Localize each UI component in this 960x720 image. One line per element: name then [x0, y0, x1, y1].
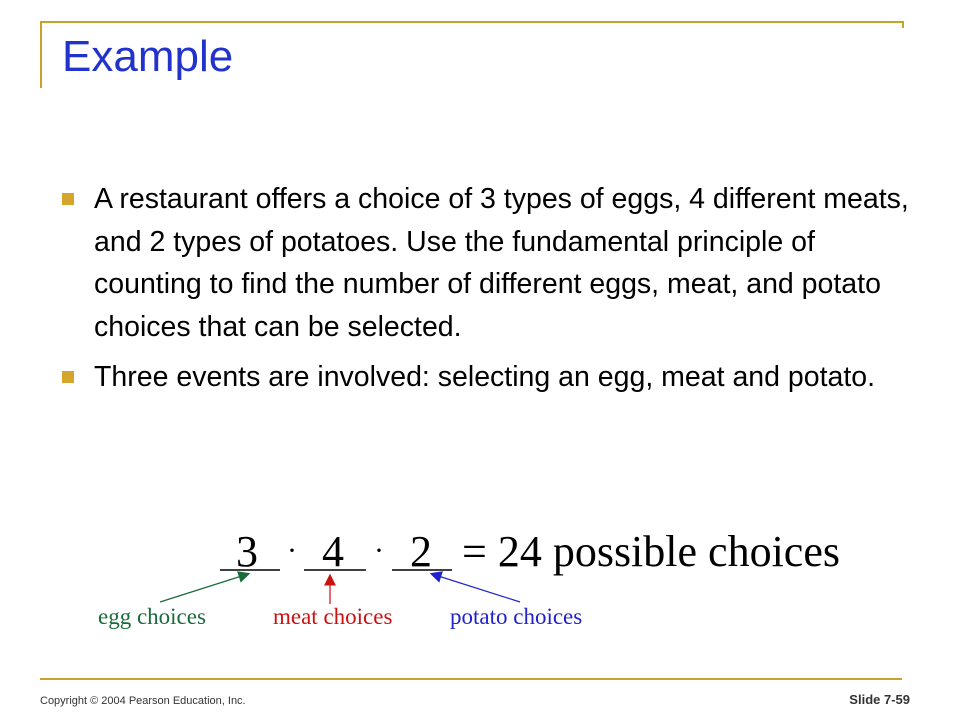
bullet-item-events — [62, 356, 922, 399]
right-border-tick — [902, 21, 904, 28]
slide-number: Slide 7-59 — [849, 692, 910, 707]
factor-eggs: 3 — [236, 527, 258, 576]
square-bullet-icon — [62, 193, 74, 205]
potato-choices-label: potato choices — [450, 604, 583, 629]
meat-choices-label: meat choices — [273, 604, 393, 629]
footer-divider — [40, 678, 902, 680]
left-border — [40, 21, 42, 88]
bullet-text: A restaurant offers a choice of 3 types of eggs, 4 different meats, and 2 types of potatoes. Use the fundamental principle of counting to find the number of different eggs, meat, and potato choices that can be selected. — [94, 183, 909, 343]
bullet-text: Three events are involved: selecting an egg, meat and potato. — [94, 361, 876, 393]
factor-potatoes: 2 — [410, 527, 432, 576]
factor-meats: 4 — [322, 527, 344, 576]
slide-title: Example — [62, 32, 234, 81]
bullet-item-problem — [62, 178, 922, 348]
potato-arrow-icon — [432, 574, 520, 602]
multiply-dot-2: · — [374, 534, 384, 567]
egg-choices-label: egg choices — [98, 604, 206, 629]
counting-equation — [0, 520, 960, 640]
bullet-list — [62, 178, 922, 407]
equation-result: = 24 possible choices — [462, 527, 840, 576]
egg-arrow-icon — [160, 574, 248, 602]
square-bullet-icon — [62, 371, 74, 383]
top-border — [40, 21, 904, 23]
copyright-text: Copyright © 2004 Pearson Education, Inc. — [40, 695, 246, 707]
multiply-dot-1: · — [287, 534, 297, 567]
